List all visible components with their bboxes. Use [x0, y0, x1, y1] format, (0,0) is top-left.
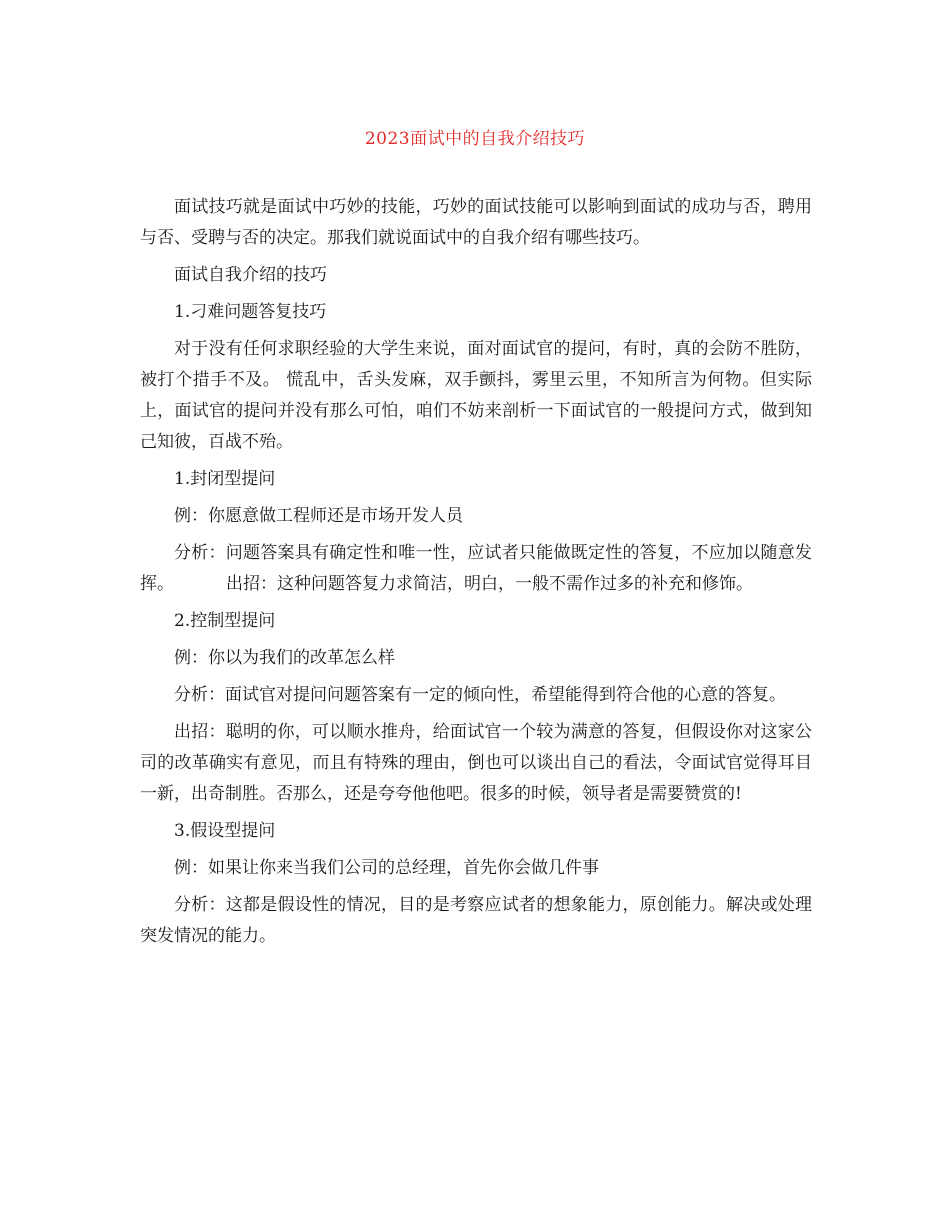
document-title: 2023面试中的自我介绍技巧	[364, 129, 586, 149]
heading-tricky-questions: 1.刁难问题答复技巧	[174, 302, 327, 322]
heading-controlled-question: 2.控制型提问	[174, 611, 276, 631]
paragraph-tricky-questions: 对于没有任何求职经验的大学生来说，面对面试官的提问，有时，真的会防不胜防，被打个措手不及。 慌乱中，舌头发麻，双手颤抖，雾里云里，不知所言为何物。但实际上，面试官的提问并没有那么可怕，咱们不妨来剖析一下面试官的一般提问方式，做到知己知彼，百战不殆。	[140, 339, 812, 452]
heading-closed-question: 1.封闭型提问	[174, 469, 276, 489]
heading-hypothetical-question: 3.假设型提问	[174, 821, 276, 841]
analysis-controlled-question: 分析：面试官对提问问题答案有一定的倾向性，希望能得到符合他的心意的答复。	[174, 685, 786, 705]
example-controlled-question: 例：你以为我们的改革怎么样	[174, 648, 395, 668]
analysis-closed-text: 分析：问题答案具有确定性和唯一性，应试者只能做既定性的答复，不应加以随意发挥。	[140, 543, 812, 594]
tip-controlled-question: 出招：聪明的你，可以顺水推舟，给面试官一个较为满意的答复，但假设你对这家公司的改革确实有意见，而且有特殊的理由，倒也可以谈出自己的看法，令面试官觉得耳目一新，出奇制胜。否那么，还是夸夸他他吧。很多的时候，领导者是需要赞赏的!	[140, 722, 812, 804]
analysis-closed-question	[140, 538, 812, 600]
document-body	[140, 192, 812, 958]
example-hypothetical-question: 例：如果让你来当我们公司的总经理，首先你会做几件事	[174, 858, 599, 878]
paragraph-intro: 面试技巧就是面试中巧妙的技能，巧妙的面试技能可以影响到面试的成功与否，聘用与否、受聘与否的决定。那我们就说面试中的自我介绍有哪些技巧。	[140, 197, 812, 248]
analysis-hypothetical-question: 分析：这都是假设性的情况，目的是考察应试者的想象能力，原创能力。解决或处理突发情况的能力。	[140, 895, 812, 946]
example-closed-question: 例：你愿意做工程师还是市场开发人员	[174, 506, 463, 526]
tip-closed-text: 出招：这种问题答复力求简洁，明白，一般不需作过多的补充和修饰。	[226, 574, 753, 594]
heading-self-intro-tips: 面试自我介绍的技巧	[174, 265, 327, 285]
